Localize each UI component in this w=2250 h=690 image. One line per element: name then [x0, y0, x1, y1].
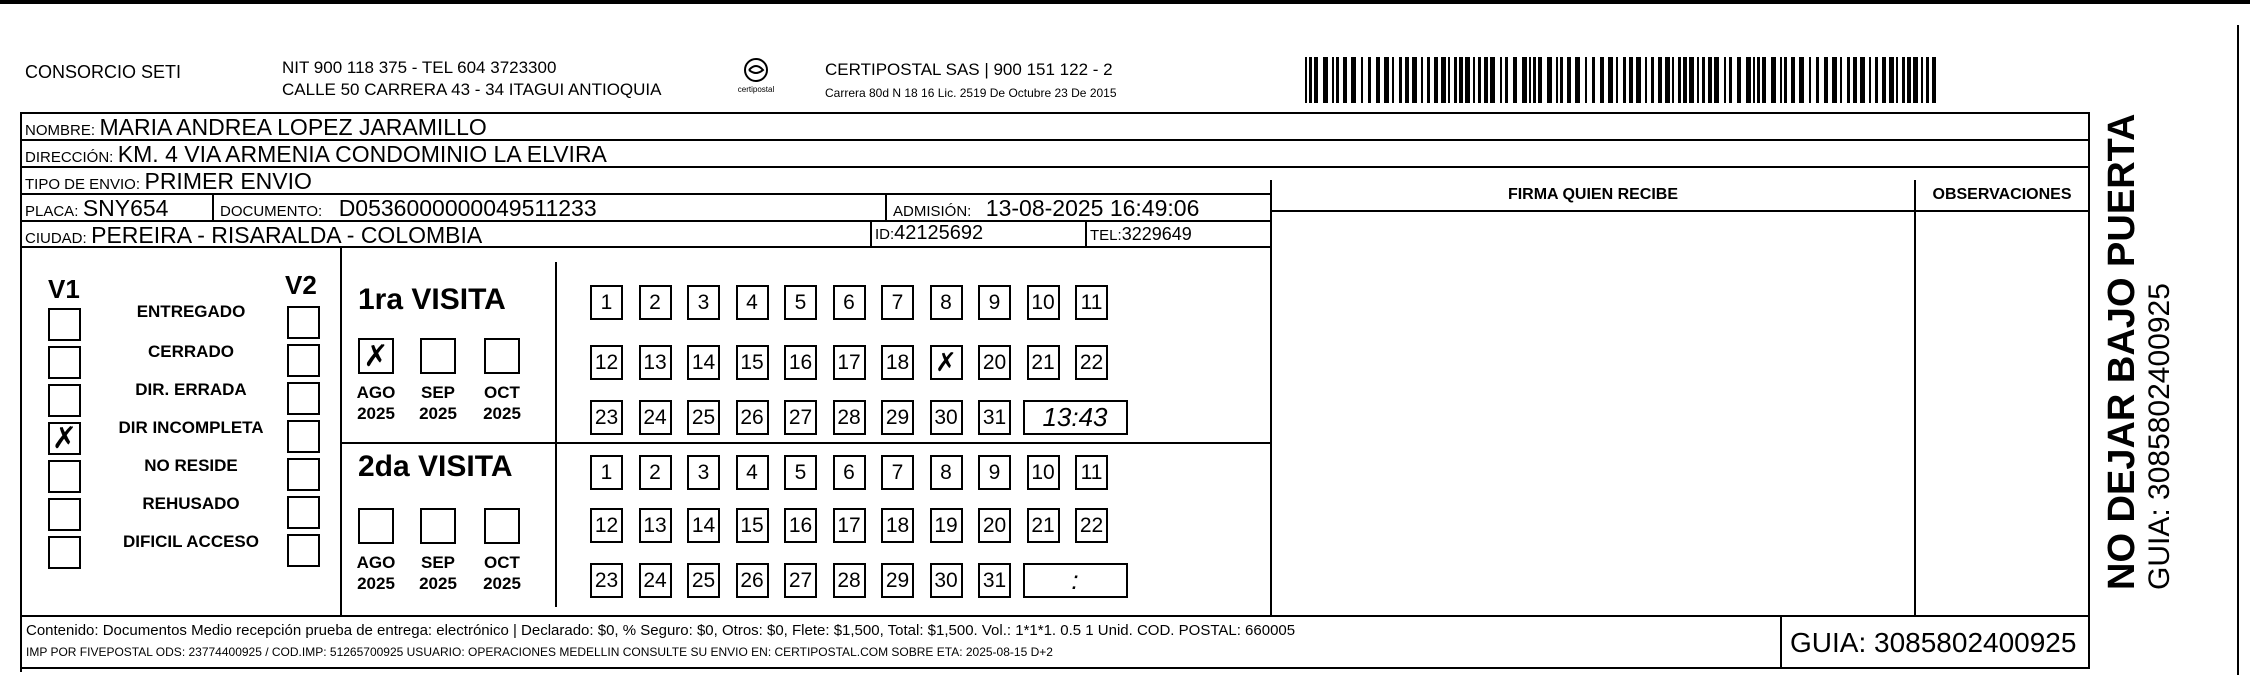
barcode-bar: [1889, 57, 1894, 103]
footer-line2: IMP POR FIVEPOSTAL ODS: 23774400925 / COD.IMP: 51265700925 USUARIO: OPERACIONES MEDELLIN CONSULTE SU ENVIO EN: CERTIPOSTAL.COM SOBRE ETA: 2025-08-15 D+2: [26, 645, 1053, 659]
right-edge: [2237, 25, 2239, 675]
barcode-bar: [1860, 57, 1865, 103]
col-obs-right: [2088, 112, 2090, 669]
admision-value: 13-08-2025 16:49:06: [985, 195, 1200, 221]
barcode-bar: [1448, 57, 1450, 103]
v1-checkbox[interactable]: [48, 498, 81, 531]
barcode-bar: [1459, 57, 1463, 103]
barcode-bar: [1853, 57, 1857, 103]
firma-header: FIRMA QUIEN RECIBE: [1507, 186, 1679, 203]
visit1-day[interactable]: 22: [1075, 345, 1108, 380]
barcode-bar: [1832, 57, 1837, 103]
barcode-bar: [1753, 57, 1755, 103]
barcode-bar: [1799, 57, 1804, 103]
visit2-month-year: 2025: [483, 574, 521, 593]
barcode-bar: [1771, 57, 1776, 103]
visit2-day[interactable]: 1: [590, 455, 623, 490]
barcode-bar: [1882, 57, 1886, 103]
barcode-bar: [1714, 57, 1719, 103]
visit1-day[interactable]: 30: [930, 400, 963, 435]
barcode-bar: [1757, 57, 1760, 103]
visit1-day[interactable]: 6: [833, 285, 866, 320]
barcode-bar: [1708, 57, 1712, 103]
barcode-bar: [1724, 57, 1726, 103]
col-placa-doc: [212, 195, 214, 222]
visit1-month-checkbox[interactable]: [484, 338, 520, 374]
barcode-bar: [1351, 57, 1356, 103]
visit2-month-checkbox[interactable]: [358, 508, 394, 544]
barcode-bar: [1932, 57, 1936, 103]
visit1-day[interactable]: 4: [736, 285, 769, 320]
visit1-day[interactable]: 5: [784, 285, 817, 320]
barcode-bar: [1629, 57, 1633, 103]
visit2-month-checkbox[interactable]: [484, 508, 520, 544]
visit2-month-checkbox[interactable]: [420, 508, 456, 544]
barcode-bar: [1575, 57, 1580, 103]
visit1-month-year: 2025: [483, 404, 521, 423]
barcode-bar: [1384, 57, 1389, 103]
status-label: CERRADO: [148, 342, 234, 361]
barcode-bar: [1484, 57, 1488, 103]
barcode-bar: [1616, 57, 1618, 103]
visit2-month-label: OCT: [484, 553, 520, 572]
barcode-bar: [1665, 57, 1670, 103]
barcode-bar: [1678, 57, 1681, 103]
visit2-day[interactable]: 25: [687, 563, 720, 598]
v2-checkbox[interactable]: [287, 420, 320, 453]
documento-label: DOCUMENTO:: [220, 203, 323, 220]
barcode-bar: [1907, 57, 1911, 103]
barcode-bar: [1697, 57, 1699, 103]
visit1-day[interactable]: 21: [1027, 345, 1060, 380]
barcode-bar: [1737, 57, 1741, 103]
barcode-bar: [1824, 57, 1828, 103]
visit2-day[interactable]: 27: [784, 563, 817, 598]
status-label: DIFICIL ACCESO: [122, 532, 259, 551]
side-guia-text: GUIA: 3085802400925: [2143, 283, 2176, 590]
barcode-bar: [1651, 57, 1654, 103]
visit1-day[interactable]: 20: [978, 345, 1011, 380]
barcode-bar: [1368, 57, 1371, 103]
visit2-day[interactable]: 10: [1027, 455, 1060, 490]
id-row: [875, 222, 983, 245]
visit1-day[interactable]: 14: [687, 345, 720, 380]
barcode-bar: [1336, 57, 1339, 103]
barcode-bar: [1473, 57, 1475, 103]
barcode-bar: [1784, 57, 1787, 103]
visit1-day[interactable]: 23: [590, 400, 623, 435]
visit2-day[interactable]: 14: [687, 508, 720, 543]
barcode-bar: [1645, 57, 1647, 103]
certipostal-logo: [726, 56, 786, 98]
col-months-days: [555, 262, 557, 607]
barcode-bar: [1780, 57, 1782, 103]
visit2-day[interactable]: 26: [736, 563, 769, 598]
id-label: ID:: [875, 226, 895, 243]
footer-line1: Contenido: Documentos Medio recepción prueba de entrega: electrónico | Declarado: $0, % Seguro: $0, Otros: $0, Flete: $1,500, Total: $1,500. Vol.: 1*1*1. 0.5 1 Unid. COD. POSTAL: 660005: [26, 622, 1296, 639]
visit1-day[interactable]: 12: [590, 345, 623, 380]
nombre-value: MARIA ANDREA LOPEZ JARAMILLO: [99, 114, 487, 140]
barcode-bar: [1332, 57, 1334, 103]
visit1-day[interactable]: 31: [978, 400, 1011, 435]
status-label: REHUSADO: [142, 494, 240, 513]
admision-row: [893, 195, 1199, 222]
barcode-bar: [1454, 57, 1457, 103]
barcode-bar: [1361, 57, 1363, 103]
visit2-day[interactable]: 22: [1075, 508, 1108, 543]
nombre-row: [25, 114, 487, 141]
visit1-day[interactable]: [930, 345, 963, 380]
visit1-day[interactable]: 28: [833, 400, 866, 435]
visit1-month-checkbox[interactable]: ✗: [358, 338, 394, 374]
v1-checkbox[interactable]: [48, 536, 81, 569]
visit1-day[interactable]: 11: [1075, 285, 1108, 320]
visit2-day[interactable]: 30: [930, 563, 963, 598]
placa-row: [25, 195, 168, 222]
visit2-title: 2da VISITA: [358, 450, 513, 483]
visit2-day[interactable]: 9: [978, 455, 1011, 490]
barcode-bar: [1689, 57, 1694, 103]
company-name: CONSORCIO SETI: [25, 62, 182, 82]
barcode-bar: [1421, 57, 1423, 103]
visit2-day[interactable]: 11: [1075, 455, 1108, 490]
side-warning: [2100, 114, 2176, 590]
no-dejar-text: NO DEJAR BAJO PUERTA: [2101, 113, 2143, 590]
barcode-bar: [1556, 57, 1558, 103]
v1-checkbox[interactable]: [48, 308, 81, 341]
barcode-bar: [1533, 57, 1536, 103]
barcode-bar: [1478, 57, 1481, 103]
barcode-bar: [1896, 57, 1898, 103]
ciudad-label: CIUDAD:: [25, 230, 87, 247]
visit2-day[interactable]: 2: [639, 455, 672, 490]
nit-line: NIT 900 118 375 - TEL 604 3723300: [282, 58, 557, 77]
tel-row: [1090, 224, 1192, 245]
visit2-day[interactable]: 19: [930, 508, 963, 543]
barcode-bar: [1875, 57, 1878, 103]
visit1-day[interactable]: 17: [833, 345, 866, 380]
visit2-day[interactable]: 16: [784, 508, 817, 543]
barcode: [1305, 0, 1940, 110]
barcode-bar: [1608, 57, 1613, 103]
visit2-day[interactable]: 6: [833, 455, 866, 490]
barcode-bar: [1869, 57, 1871, 103]
barcode-bar: [1547, 57, 1552, 103]
barcode-bar: [1921, 57, 1923, 103]
barcode-bar: [1513, 57, 1517, 103]
visit2-day[interactable]: 4: [736, 455, 769, 490]
barcode-bar: [1405, 57, 1409, 103]
barcode-bar: [1441, 57, 1446, 103]
col-id: [870, 222, 872, 247]
visit1-day[interactable]: 18: [881, 345, 914, 380]
barcode-bar: [1702, 57, 1705, 103]
rule-firma-header: [1270, 210, 2090, 212]
visit1-day[interactable]: 2: [639, 285, 672, 320]
barcode-bar: [1672, 57, 1674, 103]
barcode-bar: [1746, 57, 1751, 103]
col-obs-left: [1914, 180, 1916, 617]
v2-checkbox[interactable]: [287, 382, 320, 415]
direccion-row: [25, 141, 607, 168]
visit1-day[interactable]: 7: [881, 285, 914, 320]
placa-label: PLACA:: [25, 203, 79, 220]
footer-guia: GUIA: 3085802400925: [1790, 627, 2077, 658]
day-mark: ✗: [935, 347, 957, 377]
barcode-bar: [1809, 57, 1811, 103]
visit2-day[interactable]: 21: [1027, 508, 1060, 543]
v1-checkbox[interactable]: [48, 460, 81, 493]
tel-label: TEL:: [1090, 227, 1122, 244]
visit1-day[interactable]: 8: [930, 285, 963, 320]
visit1-month-year: 2025: [357, 404, 395, 423]
visit1-day[interactable]: 26: [736, 400, 769, 435]
barcode-bar: [1522, 57, 1527, 103]
barcode-bar: [1926, 57, 1929, 103]
barcode-bar: [1343, 57, 1347, 103]
visit2-month-year: 2025: [419, 574, 457, 593]
barcode-bar: [1305, 57, 1307, 103]
barcode-bar: [1913, 57, 1918, 103]
nombre-label: NOMBRE:: [25, 122, 96, 139]
visit1-day[interactable]: 24: [639, 400, 672, 435]
documento-value: D0536000000049511233: [338, 195, 597, 221]
direccion-label: DIRECCIÓN:: [25, 149, 114, 166]
v2-checkbox[interactable]: [287, 344, 320, 377]
visit2-day[interactable]: 17: [833, 508, 866, 543]
visit2-day[interactable]: 24: [639, 563, 672, 598]
col-footer-guia: [1780, 615, 1782, 668]
barcode-bar: [1314, 57, 1318, 103]
visit2-day[interactable]: 23: [590, 563, 623, 598]
visit2-day[interactable]: 13: [639, 508, 672, 543]
status-label: ENTREGADO: [136, 302, 246, 321]
visit1-day[interactable]: 1: [590, 285, 623, 320]
visit2-day[interactable]: 5: [784, 455, 817, 490]
visit2-time-box[interactable]: :: [1023, 563, 1128, 598]
barcode-bar: [1585, 57, 1587, 103]
barcode-bar: [1592, 57, 1595, 103]
visit2-month-label: AGO: [356, 553, 396, 572]
visit2-day[interactable]: 20: [978, 508, 1011, 543]
barcode-bar: [1427, 57, 1430, 103]
barcode-bar: [1529, 57, 1531, 103]
left-edge: [20, 112, 22, 672]
status-label: DIR. ERRADA: [135, 380, 247, 399]
v1-checkbox[interactable]: ✗: [48, 422, 81, 455]
carrier-line: CERTIPOSTAL SAS | 900 151 122 - 2: [825, 60, 1113, 79]
visit1-day[interactable]: 16: [784, 345, 817, 380]
barcode-bar: [1762, 57, 1766, 103]
placa-value: SNY654: [82, 195, 169, 221]
visit1-day[interactable]: 9: [978, 285, 1011, 320]
visit2-day[interactable]: 29: [881, 563, 914, 598]
barcode-bar: [1567, 57, 1571, 103]
barcode-bar: [1560, 57, 1563, 103]
barcode-bar: [1636, 57, 1641, 103]
col-firma-left: [1270, 180, 1272, 617]
visit1-month-checkbox[interactable]: [420, 338, 456, 374]
visit1-month-label: SEP: [420, 383, 456, 402]
barcode-bar: [1623, 57, 1626, 103]
admision-label: ADMISIÓN:: [893, 203, 972, 220]
barcode-bar: [1847, 57, 1850, 103]
status-label: DIR INCOMPLETA: [118, 418, 264, 437]
visit1-day[interactable]: 27: [784, 400, 817, 435]
barcode-bar: [1816, 57, 1819, 103]
ciudad-value: PEREIRA - RISARALDA - COLOMBIA: [91, 222, 483, 248]
visit2-day[interactable]: 31: [978, 563, 1011, 598]
visit1-month-year: 2025: [419, 404, 457, 423]
direccion-value: KM. 4 VIA ARMENIA CONDOMINIO LA ELVIRA: [117, 141, 607, 167]
barcode-bar: [1309, 57, 1312, 103]
visit2-month-year: 2025: [357, 574, 395, 593]
tipo-value: PRIMER ENVIO: [144, 168, 312, 194]
barcode-bar: [1412, 57, 1417, 103]
barcode-bar: [1465, 57, 1470, 103]
barcode-bar: [1729, 57, 1732, 103]
v2-checkbox[interactable]: [287, 534, 320, 567]
v2-checkbox[interactable]: [287, 306, 320, 339]
visit1-day[interactable]: 10: [1027, 285, 1060, 320]
barcode-bar: [1434, 57, 1438, 103]
barcode-bar: [1323, 57, 1328, 103]
barcode-bar: [1902, 57, 1905, 103]
visit1-day[interactable]: 29: [881, 400, 914, 435]
visit1-day[interactable]: 3: [687, 285, 720, 320]
barcode-bar: [1490, 57, 1495, 103]
barcode-bar: [1683, 57, 1687, 103]
barcode-bar: [1658, 57, 1662, 103]
v2-checkbox[interactable]: [287, 458, 320, 491]
status-label: NO RESIDE: [144, 456, 238, 475]
barcode-bar: [1399, 57, 1402, 103]
visit2-day[interactable]: 12: [590, 508, 623, 543]
logo-wordmark: certipostal: [737, 85, 775, 94]
documento-row: [220, 195, 597, 222]
barcode-bar: [1500, 57, 1502, 103]
ciudad-row: [25, 222, 482, 249]
visit2-day[interactable]: 3: [687, 455, 720, 490]
visit2-day[interactable]: 28: [833, 563, 866, 598]
tel-value: 3229649: [1121, 224, 1192, 244]
col-admision: [885, 195, 887, 222]
barcode-bar: [1840, 57, 1842, 103]
v2-checkbox[interactable]: [287, 496, 320, 529]
barcode-bar: [1505, 57, 1508, 103]
visit2-day[interactable]: 15: [736, 508, 769, 543]
address-line: CALLE 50 CARRERA 43 - 34 ITAGUI ANTIOQUIA: [282, 80, 662, 99]
visit1-title: 1ra VISITA: [358, 283, 506, 316]
visit1-month-label: AGO: [356, 383, 396, 402]
visit2-month-label: SEP: [420, 553, 456, 572]
barcode-bar: [1392, 57, 1394, 103]
visit1-day[interactable]: 13: [639, 345, 672, 380]
visit1-time-box[interactable]: 13:43: [1023, 400, 1128, 435]
barcode-bar: [1538, 57, 1542, 103]
visit1-day[interactable]: 25: [687, 400, 720, 435]
visit2-day[interactable]: 8: [930, 455, 963, 490]
visit1-month-label: OCT: [484, 383, 520, 402]
license-line: Carrera 80d N 18 16 Lic. 2519 De Octubre 23 De 2015: [825, 86, 1117, 100]
visit2-day[interactable]: 7: [881, 455, 914, 490]
barcode-bar: [1791, 57, 1795, 103]
visit1-day[interactable]: 15: [736, 345, 769, 380]
barcode-bar: [1600, 57, 1604, 103]
v1-label: V1: [48, 274, 80, 304]
v1-checkbox[interactable]: [48, 384, 81, 417]
v2-label: V2: [285, 270, 317, 300]
rule-visit-split: [340, 442, 1270, 444]
col-status-visits: [340, 246, 342, 616]
col-tel: [1085, 222, 1087, 247]
visit2-day[interactable]: 18: [881, 508, 914, 543]
tipo-label: TIPO DE ENVIO:: [25, 176, 141, 193]
observaciones-header: OBSERVACIONES: [1932, 186, 2072, 203]
id-value: 42125692: [894, 222, 984, 244]
tipo-row: [25, 168, 312, 195]
v1-checkbox[interactable]: [48, 346, 81, 379]
barcode-bar: [1376, 57, 1380, 103]
